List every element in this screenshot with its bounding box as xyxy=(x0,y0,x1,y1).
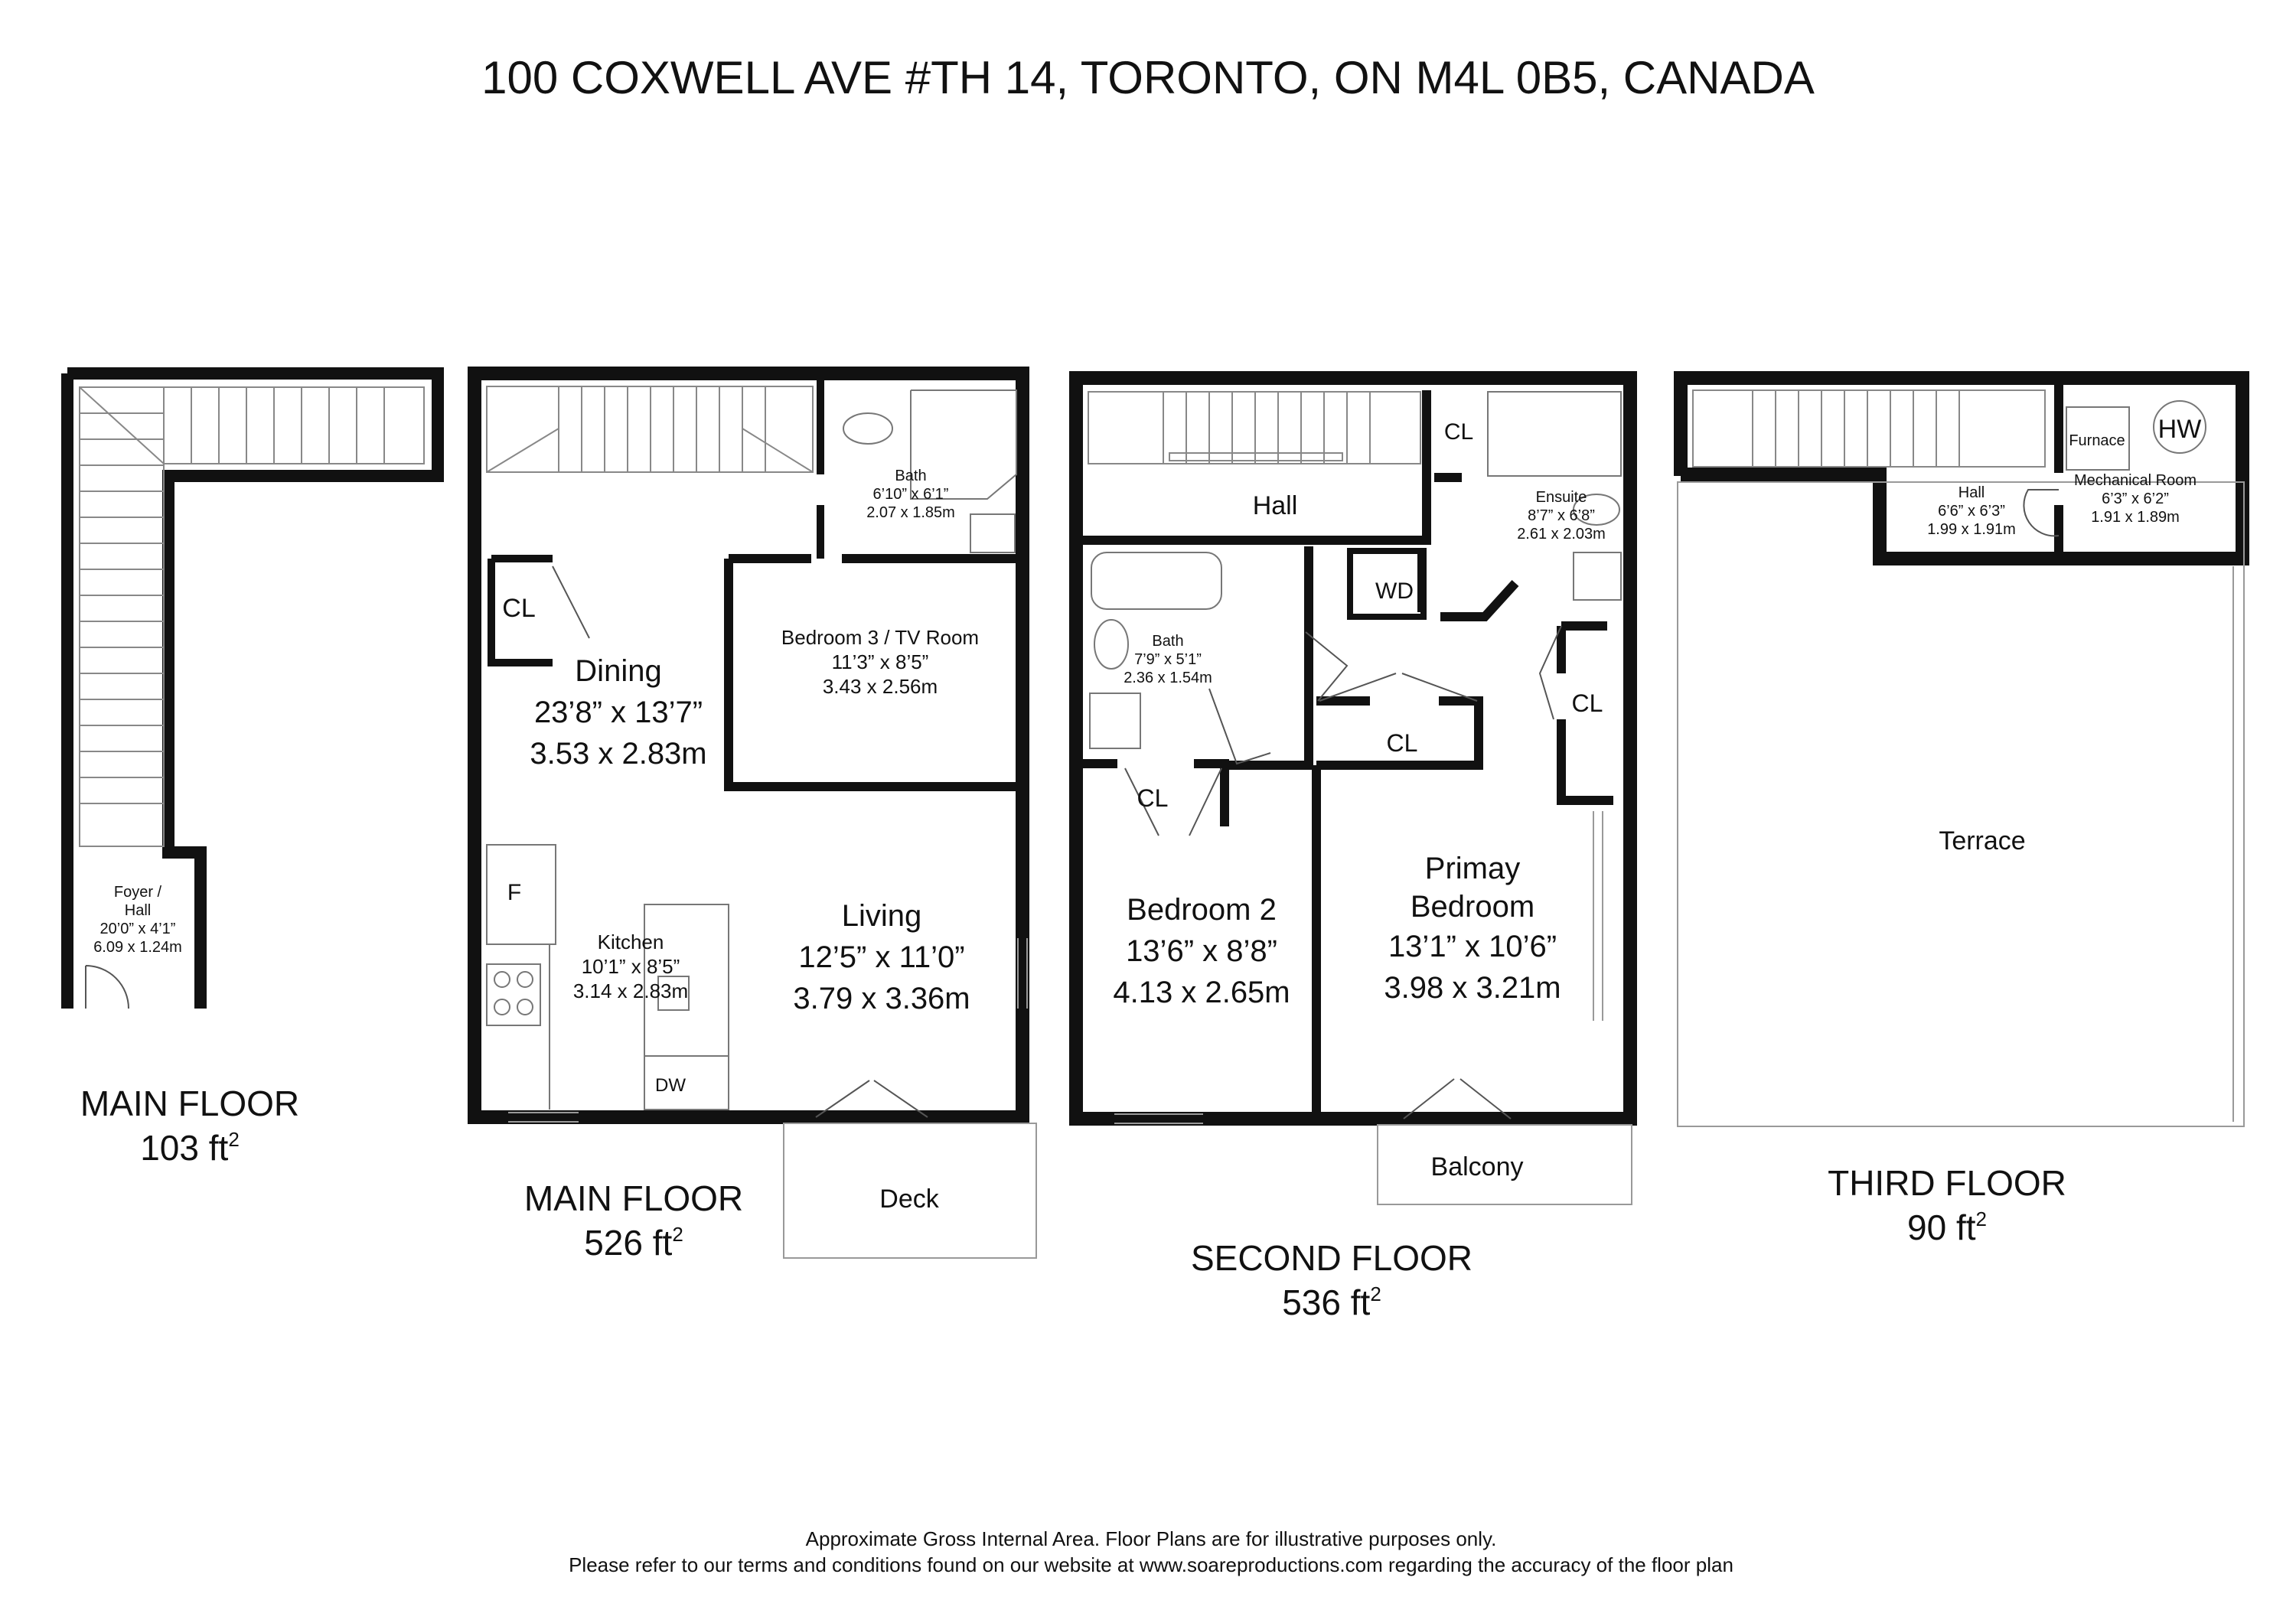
dishwasher-label: DW xyxy=(655,1075,686,1096)
plan-second-floor xyxy=(1076,378,1632,1204)
bath2-tub xyxy=(1091,552,1221,609)
ensuite-closet-label: CL xyxy=(1443,419,1474,445)
third-hall-imperial: 6’6” x 6’3” xyxy=(1938,503,2005,520)
ensuite-name: Ensuite xyxy=(1535,489,1587,506)
furnace-label: Furnace xyxy=(2069,432,2125,449)
mechanical-imperial: 6’3” x 6’2” xyxy=(2102,490,2169,507)
foyer-dims-imperial: 20’0” x 4’1” xyxy=(99,921,176,937)
main-bath-toilet xyxy=(843,413,892,444)
living-imperial: 12’5” x 11’0” xyxy=(798,940,965,974)
bedroom3-metric: 3.43 x 2.56m xyxy=(822,675,938,698)
dining-closet-door[interactable] xyxy=(553,566,589,638)
bath2-name: Bath xyxy=(1152,633,1184,650)
living-name: Living xyxy=(841,899,922,933)
bedroom2-imperial: 13’6” x 8’8” xyxy=(1126,934,1277,968)
hot-water-label: HW xyxy=(2157,415,2202,444)
bath2-imperial: 7’9” x 5’1” xyxy=(1134,651,1202,668)
bath2-toilet xyxy=(1094,620,1128,669)
main-bath-metric: 2.07 x 1.85m xyxy=(866,504,955,521)
bath2-fixtures xyxy=(1090,392,1621,748)
floor4-area-value: 90 ft xyxy=(1907,1207,1976,1247)
third-hall-metric: 1.99 x 1.91m xyxy=(1927,521,2016,538)
main-stairs xyxy=(487,386,813,472)
bedroom2-name: Bedroom 2 xyxy=(1127,893,1277,927)
bedroom3-imperial: 11’3” x 8’5” xyxy=(831,650,929,673)
primary-imperial: 13’1” x 10’6” xyxy=(1388,930,1557,963)
floor2-name: MAIN FLOOR xyxy=(523,1178,744,1218)
floor2-area xyxy=(584,1223,683,1263)
floor4-area xyxy=(1907,1207,1987,1247)
main-bath-shower xyxy=(911,390,1016,499)
floor2-area-sup: 2 xyxy=(672,1223,683,1246)
floor1-area-sup: 2 xyxy=(228,1128,240,1151)
hall-closet-label: CL xyxy=(1386,729,1418,757)
foyer-stairs xyxy=(80,387,424,846)
main-bath-sink xyxy=(970,514,1015,552)
living-metric: 3.79 x 3.36m xyxy=(793,982,970,1015)
bedroom2-closet-label: CL xyxy=(1137,784,1169,812)
floor1-name: MAIN FLOOR xyxy=(80,1084,300,1123)
balcony-label: Balcony xyxy=(1430,1152,1524,1181)
floor3-area xyxy=(1282,1282,1381,1322)
bath2-sink xyxy=(1090,693,1140,748)
plan-foyer-floor xyxy=(67,373,438,1009)
main-bath-fixtures xyxy=(843,390,1016,552)
foyer-walls xyxy=(67,373,438,1009)
property-address-title: 100 COXWELL AVE #TH 14, TORONTO, ON M4L 0B5, CANADA xyxy=(481,52,1815,103)
main-bath-name: Bath xyxy=(895,468,927,484)
plan-third-floor xyxy=(1678,378,2244,1126)
ensuite-imperial: 8’7” x 6’8” xyxy=(1528,507,1595,524)
floor3-name: SECOND FLOOR xyxy=(1190,1238,1473,1278)
terrace-label: Terrace xyxy=(1939,826,2026,855)
mechanical-room-door[interactable] xyxy=(2024,490,2059,536)
dining-name: Dining xyxy=(575,654,662,688)
mechanical-metric: 1.91 x 1.89m xyxy=(2091,509,2180,526)
foyer-entry-door[interactable] xyxy=(86,966,129,1009)
foyer-name-line2: Hall xyxy=(124,902,152,919)
third-stairs xyxy=(1693,390,2045,467)
bedroom3-name: Bedroom 3 / TV Room xyxy=(781,626,980,649)
floor4-name: THIRD FLOOR xyxy=(1828,1163,2066,1203)
bath2-metric: 2.36 x 1.54m xyxy=(1124,670,1212,686)
deck-label: Deck xyxy=(879,1185,939,1214)
floor4-area-sup: 2 xyxy=(1975,1207,1987,1230)
floor2-area-value: 526 ft xyxy=(584,1223,673,1263)
second-hall-name: Hall xyxy=(1252,491,1298,520)
foyer-dims-metric: 6.09 x 1.24m xyxy=(93,939,182,956)
primary-closet-label: CL xyxy=(1571,689,1603,717)
dining-metric: 3.53 x 2.83m xyxy=(530,737,707,771)
ensuite-shower xyxy=(1488,392,1621,476)
ensuite-metric: 2.61 x 2.03m xyxy=(1517,526,1606,543)
primary-name-line2: Bedroom xyxy=(1410,890,1535,924)
dining-closet-label: CL xyxy=(502,594,536,623)
kitchen-metric: 3.14 x 2.83m xyxy=(572,979,689,1002)
primary-name-line1: Primay xyxy=(1424,852,1521,885)
floor1-area xyxy=(140,1128,240,1168)
foyer-name-line1: Foyer / xyxy=(113,884,162,901)
kitchen-imperial: 10’1” x 8’5” xyxy=(581,955,680,978)
third-hall-name: Hall xyxy=(1958,484,1985,501)
primary-metric: 3.98 x 3.21m xyxy=(1384,971,1561,1005)
fridge-label: F xyxy=(507,880,522,905)
ensuite-sink xyxy=(1574,552,1621,600)
kitchen-name: Kitchen xyxy=(597,930,664,953)
floor1-area-value: 103 ft xyxy=(140,1128,229,1168)
footer-disclaimer-line2: Please refer to our terms and conditions found on our website at www.soareproductions.com regarding the accuracy of the floor plan xyxy=(569,1553,1733,1576)
dining-imperial: 23’8” x 13’7” xyxy=(533,696,703,729)
stove xyxy=(487,964,540,1025)
second-stairs xyxy=(1088,392,1420,464)
bedroom2-metric: 4.13 x 2.65m xyxy=(1113,976,1290,1009)
floor3-area-sup: 2 xyxy=(1370,1282,1381,1305)
mechanical-name: Mechanical Room xyxy=(2073,472,2197,489)
terrace-outline xyxy=(1678,482,2244,1126)
main-bath-imperial: 6’10” x 6’1” xyxy=(872,486,949,503)
floor3-area-value: 536 ft xyxy=(1282,1282,1371,1322)
washer-dryer-label: WD xyxy=(1375,578,1414,604)
footer-disclaimer-line1: Approximate Gross Internal Area. Floor Plans are for illustrative purposes only. xyxy=(805,1527,1497,1550)
plan-main-floor xyxy=(475,373,1036,1258)
